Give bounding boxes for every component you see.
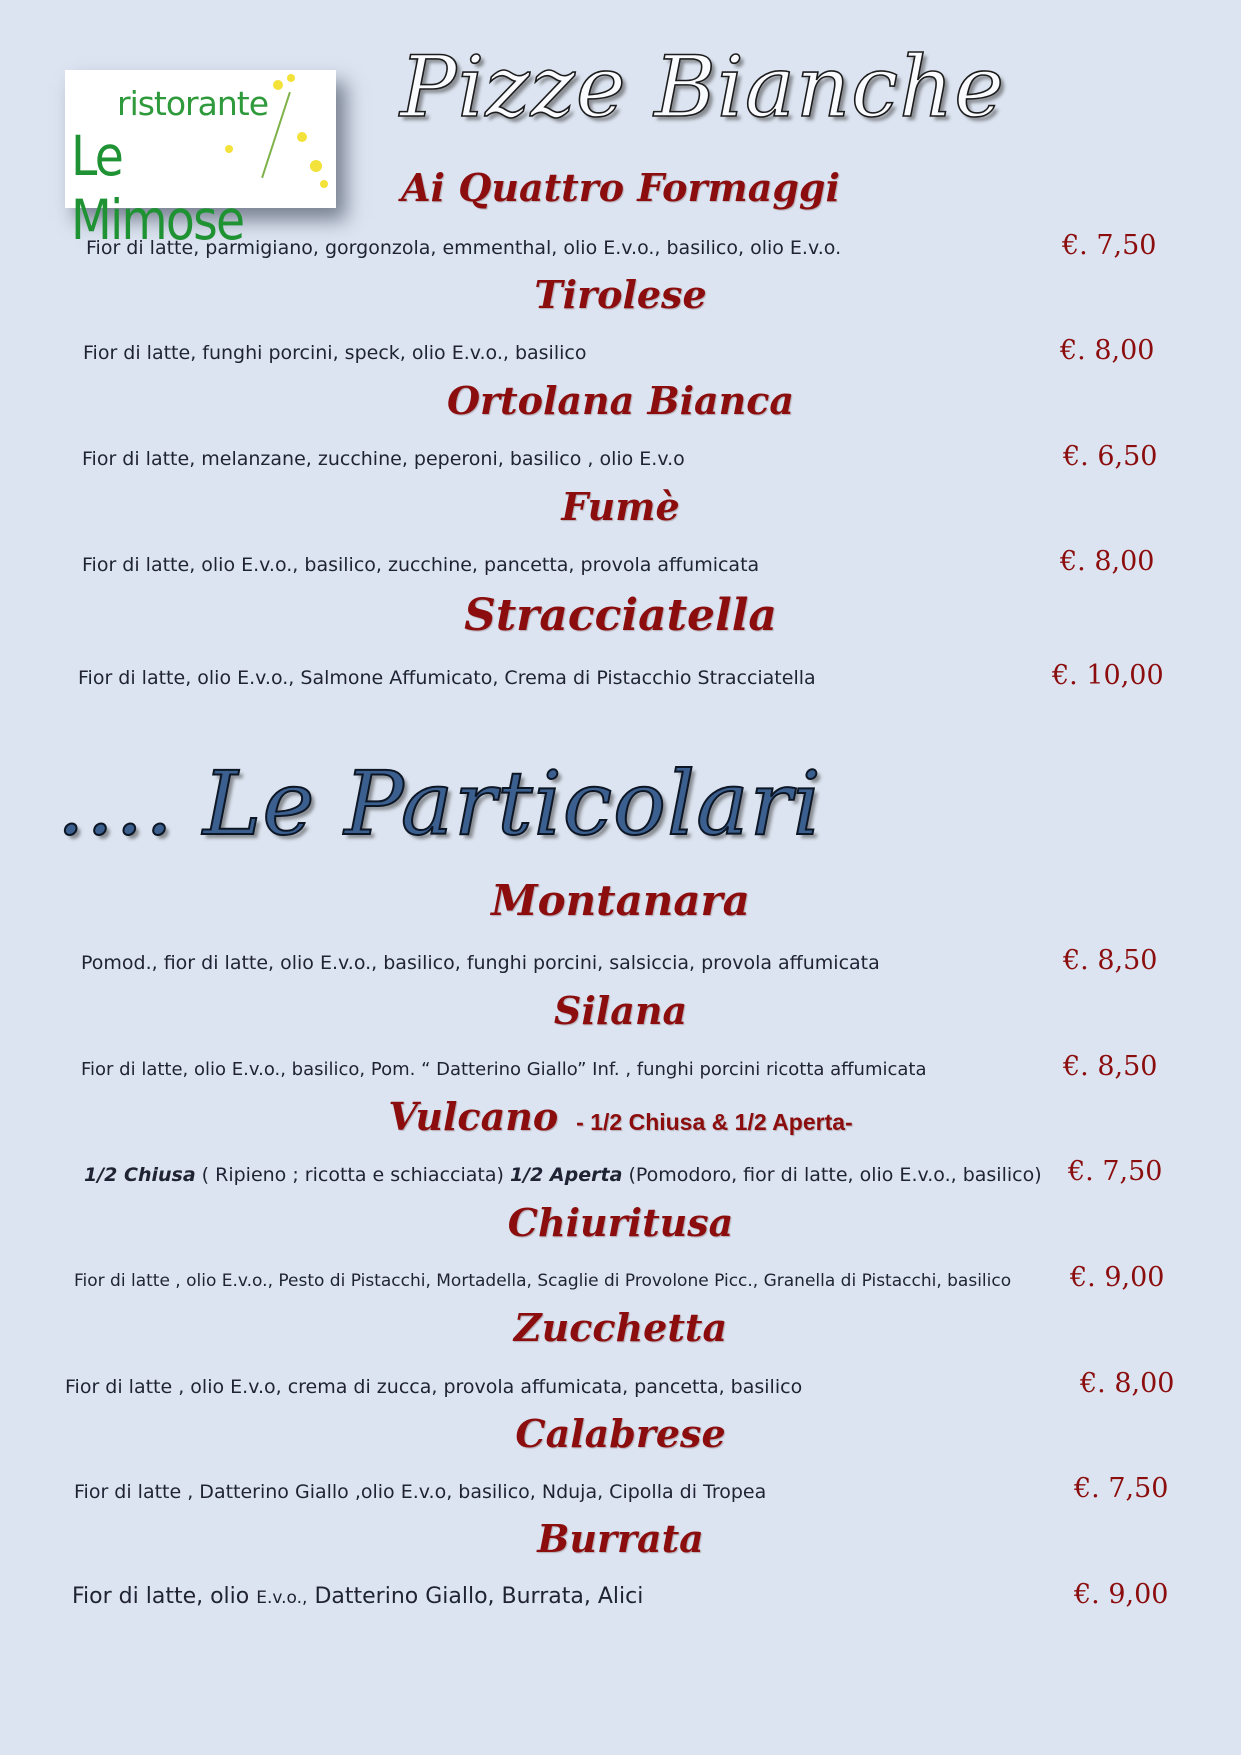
section-title-pizze-bianche: Pizze Bianche [400, 38, 1005, 136]
item-name-quattro-formaggi: Ai Quattro Formaggi [401, 165, 840, 210]
item-price-calabrese: €. 7,50 [1074, 1473, 1169, 1504]
item-desc-calabrese: Fior di latte , Datterino Giallo ,olio E.v.o, basilico, Nduja, Cipolla di Tropea [74, 1481, 767, 1503]
item-name-burrata: Burrata [537, 1516, 704, 1561]
item-name-fume: Fumè [561, 484, 680, 529]
item-price-ortolana-bianca: €. 6,50 [1063, 441, 1158, 472]
item-name-tirolese: Tirolese [534, 272, 707, 317]
desc-part-aperta-text: (Pomodoro, fior di latte, olio E.v.o., basilico) [622, 1164, 1042, 1186]
item-desc-zucchetta: Fior di latte , olio E.v.o, crema di zucca, provola affumicata, pancetta, basilico [65, 1376, 803, 1398]
item-desc-burrata [72, 1584, 643, 1609]
item-price-fume: €. 8,00 [1060, 546, 1155, 577]
item-price-quattro-formaggi: €. 7,50 [1062, 230, 1157, 261]
item-price-montanara: €. 8,50 [1063, 945, 1158, 976]
item-name-stracciatella: Stracciatella [464, 590, 777, 641]
item-note-vulcano: - 1/2 Chiusa & 1/2 Aperta- [576, 1109, 853, 1135]
item-desc-silana: Fior di latte, olio E.v.o., basilico, Pom. “ Datterino Giallo” Inf. , funghi porcini ricotta affumicata [81, 1059, 927, 1080]
desc-part-chiusa-label: 1/2 Chiusa [84, 1164, 196, 1186]
item-price-chiuritusa: €. 9,00 [1070, 1262, 1165, 1293]
item-name-ortolana-bianca: Ortolana Bianca [446, 378, 795, 423]
item-name-vulcano-label: Vulcano [388, 1094, 559, 1139]
item-name-chiuritusa: Chiuritusa [507, 1200, 734, 1245]
desc-part-chiusa-text: ( Ripieno ; ricotta e schiacciata) [195, 1164, 510, 1186]
item-price-silana: €. 8,50 [1063, 1051, 1158, 1082]
item-desc-fume: Fior di latte, olio E.v.o., basilico, zucchine, pancetta, provola affumicata [82, 554, 760, 576]
logo-text-name: Le Mimose [71, 124, 244, 252]
item-price-vulcano: €. 7,50 [1068, 1156, 1163, 1187]
item-desc-vulcano [84, 1164, 1042, 1186]
item-name-zucchetta: Zucchetta [513, 1305, 728, 1350]
item-name-silana: Silana [553, 988, 688, 1033]
mimosa-flower-graphic [297, 132, 307, 142]
item-desc-tirolese: Fior di latte, funghi porcini, speck, olio E.v.o., basilico [83, 342, 587, 364]
desc-part-burrata-2: E.v.o., [256, 1588, 308, 1608]
item-price-burrata: €. 9,00 [1074, 1579, 1169, 1610]
item-desc-montanara: Pomod., fior di latte, olio E.v.o., basilico, funghi porcini, salsiccia, provola affumicata [81, 952, 880, 974]
item-name-montanara: Montanara [491, 876, 750, 925]
item-desc-chiuritusa: Fior di latte , olio E.v.o., Pesto di Pistacchi, Mortadella, Scaglie di Provolone Picc., Granella di Pistacchi, basilico [74, 1271, 1012, 1291]
item-price-tirolese: €. 8,00 [1060, 335, 1155, 366]
item-desc-ortolana-bianca: Fior di latte, melanzane, zucchine, peperoni, basilico , olio E.v.o [82, 448, 685, 470]
item-name-calabrese: Calabrese [515, 1411, 726, 1456]
item-price-stracciatella: €. 10,00 [1052, 660, 1164, 691]
section-title-le-particolari: …. Le Particolari [56, 752, 822, 855]
mimosa-flower-graphic [287, 74, 295, 82]
logo-text-ristorante: ristorante [117, 84, 269, 123]
item-desc-stracciatella: Fior di latte, olio E.v.o., Salmone Affumicato, Crema di Pistacchio Stracciatella [78, 667, 816, 689]
desc-part-burrata-1: Fior di latte, olio [72, 1584, 257, 1609]
desc-part-aperta-label: 1/2 Aperta [509, 1164, 623, 1186]
desc-part-burrata-3: Datterino Giallo, Burrata, Alici [307, 1584, 644, 1609]
item-name-vulcano [0, 1094, 1241, 1139]
item-price-zucchetta: €. 8,00 [1080, 1368, 1175, 1399]
item-desc-quattro-formaggi: Fior di latte, parmigiano, gorgonzola, emmenthal, olio E.v.o., basilico, olio E.v.o. [86, 237, 842, 259]
